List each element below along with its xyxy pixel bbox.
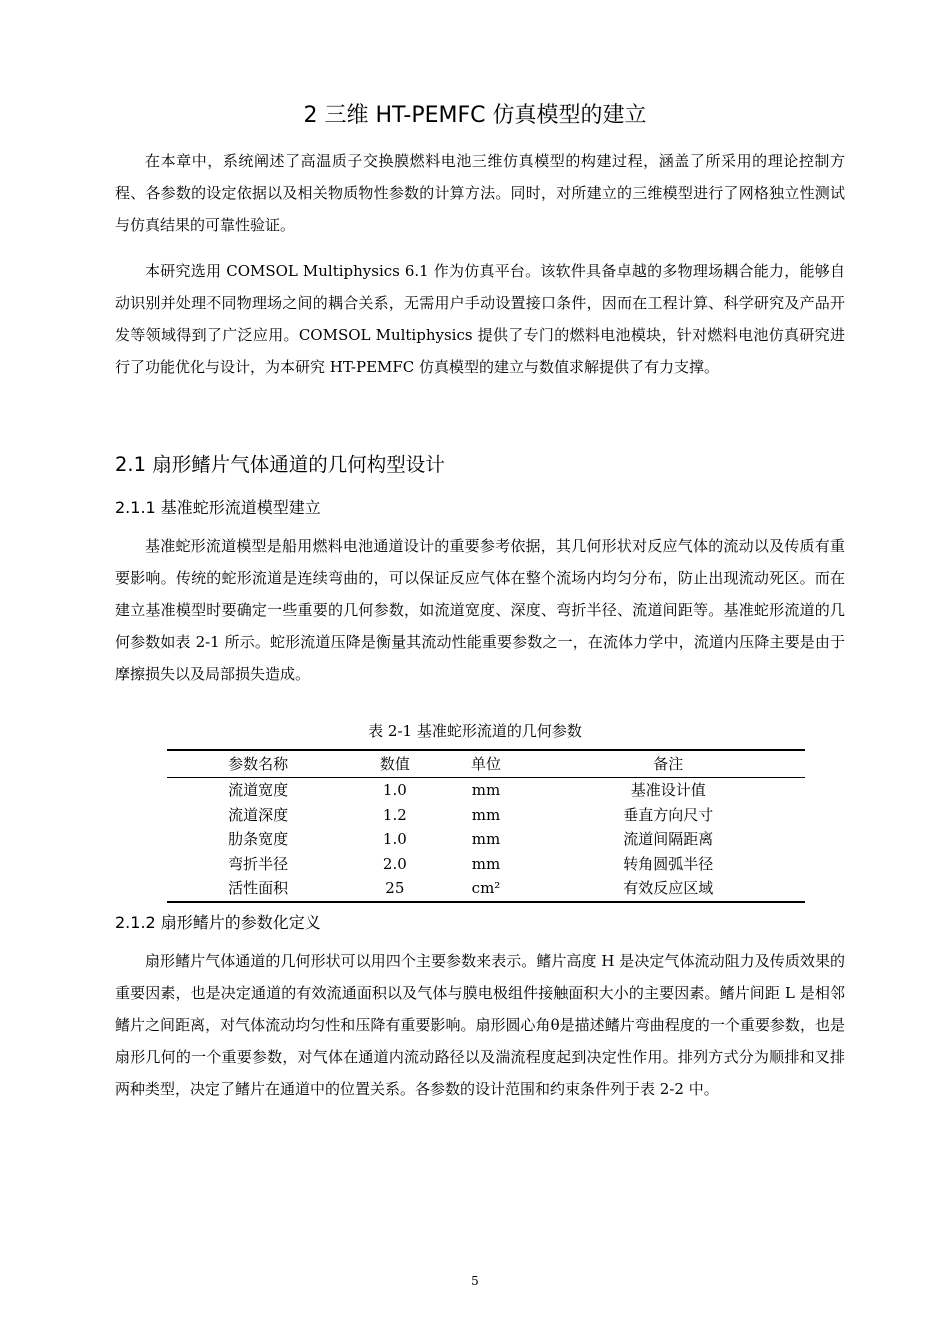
section-2-1-2-heading: 2.1.2 扇形鳍片的参数化定义 [115,913,321,932]
table-header-cell: 单位 [440,750,531,778]
table-cell: mm [471,805,501,824]
table-cell: 肋条宽度 [228,830,289,848]
table-cell: 弯折半径 [228,854,289,873]
table-cell: 流道间隔距离 [623,830,714,848]
intro-paragraph-1: 在本章中，系统阐述了高温质子交换膜燃料电池三维仿真模型的构建过程，涵盖了所采用的理论控制方程、各参数的设定依据以及相关物质物性参数的计算方法。同时，对所建立的三维模型进行了网格独立性测试与仿真结果的可靠性验证。 [115,152,845,234]
section-2-1-1-paragraph: 基准蛇形流道模型是船用燃料电池通道设计的重要参考依据，其几何形状对反应气体的流动以及传质有重要影响。传统的蛇形流道是连续弯曲的，可以保证反应气体在整个流场内均匀分布，防止出现流动死区。而在建立基准模型时要确定一些重要的几何参数，如流道宽度、深度、弯折半径、流道间距等。基准蛇形流道的几何参数如表 2-1 所示。蛇形流道压降是衡量其流动性能重要参数之一，在流体力学中，流道内压降主要是由于摩擦损失以及局部损失造成。 [115,537,845,683]
section-2-1-1-heading: 2.1.1 基准蛇形流道模型建立 [115,498,321,517]
table-header-cell: 数值 [349,750,440,778]
table-cell: 活性面积 [167,876,349,902]
table-row [167,852,805,877]
table-caption: 表 2-1 基准蛇形流道的几何参数 [368,722,582,740]
table-cell: cm² [440,876,531,902]
table-cell: 转角圆弧半径 [623,854,714,873]
table-cell: 1.2 [382,805,407,824]
intro-paragraph-2: 本研究选用 COMSOL Multiphysics 6.1 作为仿真平台。该软件具备卓越的多物理场耦合能力，能够自动识别并处理不同物理场之间的耦合关系，无需用户手动设置接口条件，因而在工程计算、科学研究及产品开发等领域得到了广泛应用。COMSOL Multiphysics 提供了专门的燃料电池模块，针对燃料电池仿真研究进行了功能优化与设计，为本研究 HT-PEMFC 仿真模型的建立与数值求解提供了有力支撑。 [115,262,845,376]
table-header-cell: 备注 [532,750,805,778]
table-cell: 25 [349,876,440,902]
table-cell: 垂直方向尺寸 [623,805,714,824]
table-cell: 1.0 [382,781,407,799]
table-cell: mm [471,781,501,799]
table-cell: mm [471,854,501,873]
table-header-cell: 参数名称 [167,750,349,778]
table-cell: 基准设计值 [630,781,706,799]
geometry-parameter-table [167,749,805,903]
table-header-row [167,750,805,778]
table-cell: 流道深度 [228,805,289,824]
chapter-title: 2 三维 HT-PEMFC 仿真模型的建立 [303,103,647,128]
page-number: 5 [471,1274,479,1288]
table-row [167,778,805,803]
table-row [167,803,805,828]
section-2-1-2-paragraph: 扇形鳍片气体通道的几何形状可以用四个主要参数来表示。鳍片高度 H 是决定气体流动阻力及传质效果的重要因素，也是决定通道的有效流通面积以及气体与膜电极组件接触面积大小的主要因素。鳍片间距 L 是相邻鳍片之间距离，对气体流动均匀性和压降有重要影响。扇形圆心角θ是描述鳍片弯曲程度的一个重要参数，也是扇形几何的一个重要参数，对气体在通道内流动路径以及湍流程度起到决定性作用。排列方式分为顺排和叉排两种类型，决定了鳍片在通道中的位置关系。各参数的设计范围和约束条件列于表 2-2 中。 [115,952,845,1098]
table-cell: 1.0 [382,830,407,848]
section-2-1-heading: 2.1 扇形鳍片气体通道的几何构型设计 [115,453,445,476]
table-row [167,827,805,852]
table-row [167,876,805,902]
table-cell: 2.0 [382,854,407,873]
table-cell: mm [471,830,501,848]
table-cell: 流道宽度 [228,781,289,799]
table-cell: 有效反应区域 [532,876,805,902]
